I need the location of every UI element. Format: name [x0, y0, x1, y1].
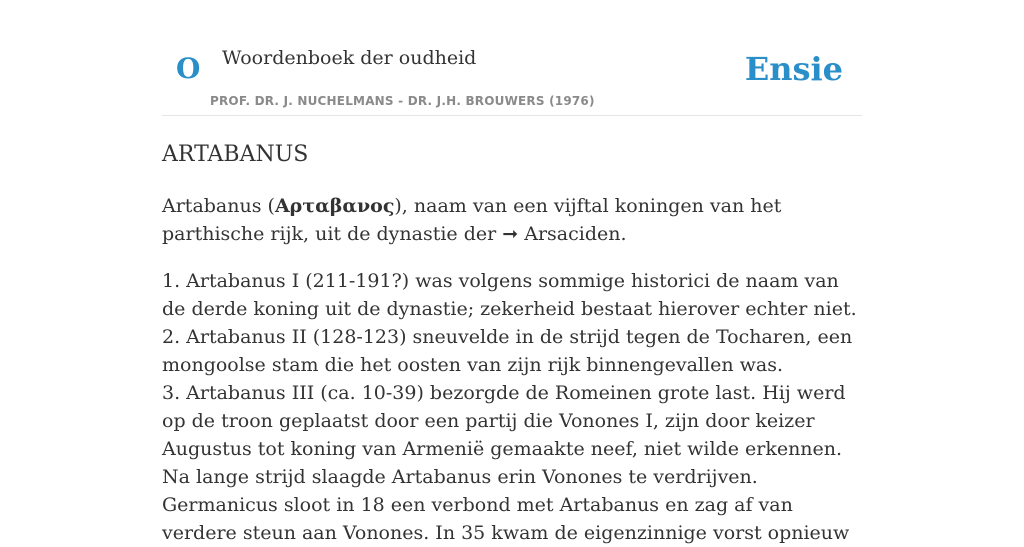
entry-item-3: 3. Artabanus III (ca. 10-39) bezorgde de Romeinen grote last. Hij werd op de troon geplaatst door een partij die Vonones I, zijn door keizer Augustus tot koning van Armenië gemaakte neef, niet wilde erkennen. Na lange strijd slaagde Artabanus erin Vonones te verdrijven. Germanicus sloot in 18 een verbond met Artabanus en zag af van verdere steun aan Vonones. In 35 kwam de eigenzinnige vorst opnieuw — [162, 382, 850, 544]
book-logo-letter[interactable]: O — [176, 52, 201, 85]
entry-items — [162, 267, 862, 547]
entry-body — [162, 192, 862, 547]
entry-title: ARTABANUS — [162, 142, 309, 167]
entry-item-1: 1. Artabanus I (211-191?) was volgens sommige historici de naam van de derde koning uit de dynastie; zekerheid bestaat hierover echter niet. — [162, 270, 857, 320]
intro-text-before-greek: Artabanus ( — [162, 195, 275, 217]
book-authors: PROF. DR. J. NUCHELMANS - DR. J.H. BROUWERS (1976) — [210, 94, 595, 108]
greek-name: Αρταβανος — [274, 195, 395, 217]
cross-reference-arrow-icon: ➞ — [502, 223, 519, 245]
intro-text-after-greek: ), naam van een vijftal koningen van het parthische rijk, uit de dynastie der — [162, 195, 782, 245]
page — [162, 0, 862, 547]
entry-intro — [162, 192, 862, 248]
book-title[interactable]: Woordenboek der oudheid — [222, 47, 477, 69]
ensie-logo-link[interactable]: Ensie — [744, 50, 843, 88]
intro-end: . — [620, 223, 627, 245]
site-header — [162, 0, 862, 116]
entry-item-2: 2. Artabanus II (128-123) sneuvelde in de strijd tegen de Tocharen, een mongoolse stam die het oosten van zijn rijk binnengevallen was. — [162, 326, 853, 376]
arsaciden-link[interactable]: Arsaciden — [524, 223, 621, 245]
